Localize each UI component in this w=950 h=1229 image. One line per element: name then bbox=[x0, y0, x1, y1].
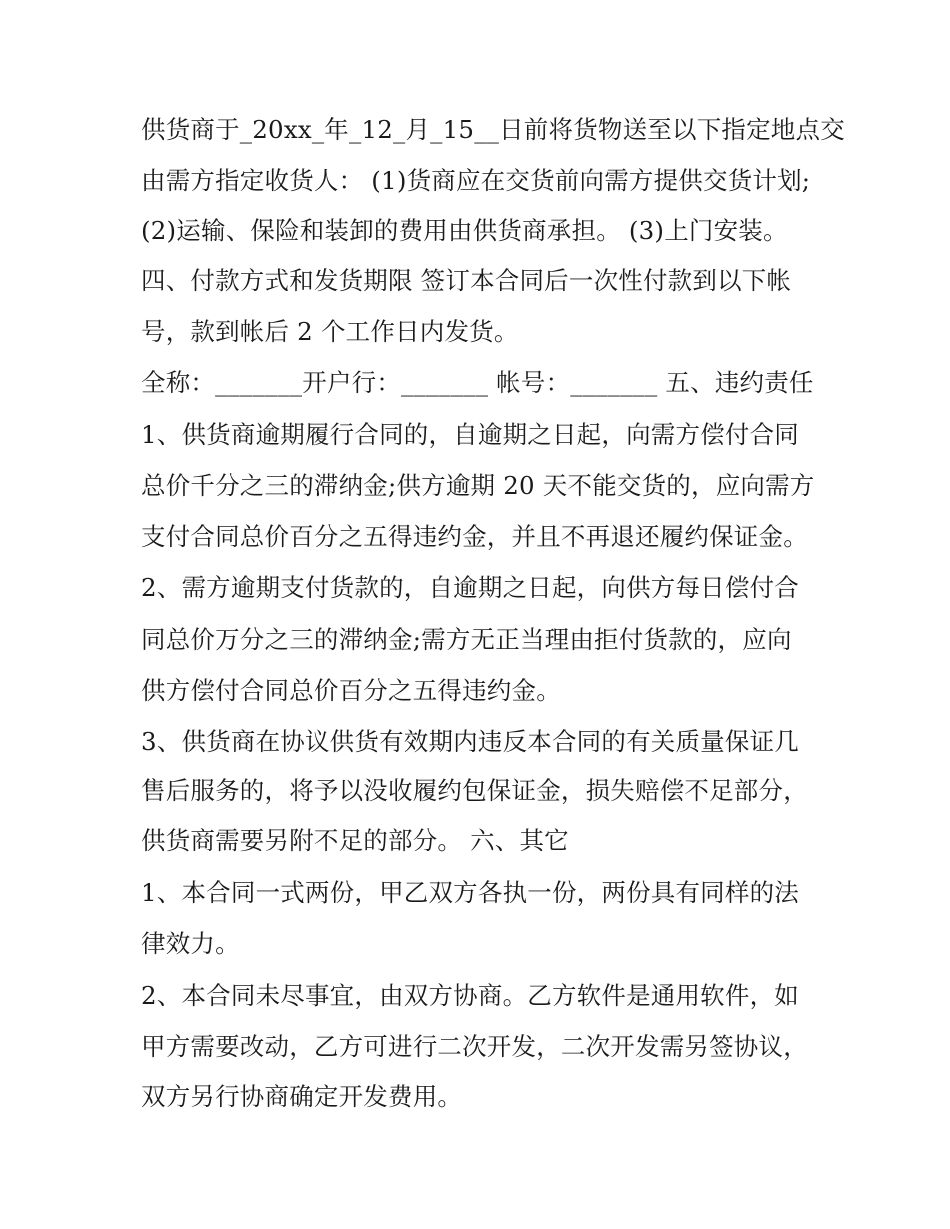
text-line: 甲方需要改动，乙方可进行二次开发，二次开发需另签协议， bbox=[141, 1032, 808, 1061]
text-line: 同总价万分之三的滞纳金;需方无正当理由拒付货款的，应向 bbox=[141, 625, 792, 654]
text-line: 总价千分之三的滞纳金;供方逾期 20 天不能交货的，应向需方 bbox=[141, 471, 815, 500]
text-line: 支付合同总价百分之五得违约金，并且不再退还履约保证金。 bbox=[141, 522, 808, 551]
text-line: 供方偿付合同总价百分之五得违约金。 bbox=[141, 676, 561, 705]
text-line: 双方另行协商确定开发费用。 bbox=[141, 1082, 463, 1111]
text-line: 售后服务的，将予以没收履约包保证金，损失赔偿不足部分， bbox=[141, 776, 808, 805]
text-line: 由需方指定收货人： (1)货商应在交货前向需方提供交货计划; bbox=[141, 166, 811, 195]
text-line: 1、本合同一式两份，甲乙双方各执一份，两份具有同样的法 bbox=[141, 878, 799, 907]
text-line: 供货商需要另附不足的部分。 六、其它 bbox=[141, 826, 569, 855]
text-line: 全称：_______开户行：_______ 帐号：_______ 五、违约责任 bbox=[141, 368, 814, 397]
text-line: 号，款到帐后 2 个工作日内发货。 bbox=[141, 317, 519, 346]
text-line: (2)运输、保险和装卸的费用由供货商承担。 (3)上门安装。 bbox=[141, 216, 788, 245]
text-line: 律效力。 bbox=[141, 929, 240, 958]
text-line: 四、付款方式和发货期限 签订本合同后一次性付款到以下帐 bbox=[141, 266, 792, 295]
text-line: 3、供货商在协议供货有效期内违反本合同的有关质量保证几 bbox=[141, 727, 799, 756]
text-line: 供货商于_20xx_年_12_月_15__日前将货物送至以下指定地点交 bbox=[141, 115, 845, 144]
text-line: 1、供货商逾期履行合同的，自逾期之日起，向需方偿付合同 bbox=[141, 420, 799, 449]
text-line: 2、需方逾期支付货款的，自逾期之日起，向供方每日偿付合 bbox=[141, 573, 799, 602]
text-line: 2、本合同未尽事宜，由双方协商。乙方软件是通用软件，如 bbox=[141, 981, 799, 1010]
